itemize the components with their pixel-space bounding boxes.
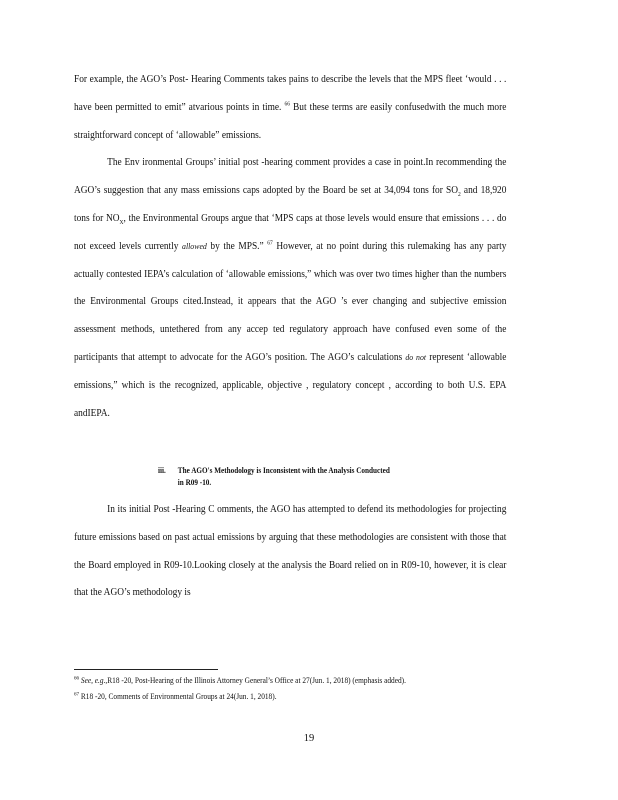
- footnote-text: ,R18 -20, Post-Hearing of the Illinois Attorney General’s Office at 27(Jun. 1, 2018) (emphasis added).: [105, 676, 406, 685]
- body-text: [74, 66, 506, 427]
- paragraph-1: For example, the AGO’s Post- Hearing Comments takes pains to describe the levels that the MPS fleet ‘would . . . have been permitted to emit” atvarious points in time. $^{66}$ But these terms are easily confusedwith the much more straightforward concept of ‘allowable” emissions.: [74, 74, 507, 141]
- paragraph-2: The Env ironmental Groups’ initial post -hearing comment provides a case in point.In recommending the AGO’s suggestion that any mass emissions caps adopted by the Board be set at 34,094 tons for $SO_2$ and 18,920 tons for $NO_X$, the Environmental Groups argue that ‘MPS caps at those levels would ensure that emissions . . . do not exceed levels currently allowed by the MPS.” $^{67}$ However, at no point during this rulemaking has any party actually contested IEPA’s calculation of ‘allowable emissions,” which was over two times higher than the numbers the Environmental Groups cited.Instead, it appears that the AGO ’s ever changing and subjective emission assessment methods, untethered from any accep ted regulatory approach have confused even some of the participants that attempt to advocate for the AGO’s position. The AGO’s calculations do not represent ‘allowable emissions,” which is the recognized, applicable, objective , regulatory concept , according to both U.S. EPA andIEPA.: [74, 157, 507, 419]
- paragraph-3: In its initial Post -Hearing C omments, the AGO has attempted to defend its methodologies for projecting future emissions based on past actual emissions by arguing that these methodologies are consistent with those that the Board employed in R09-10.Looking closely at the analysis the Board relied on in R09-10, however, it is clear that the AGO’s methodology is: [74, 504, 507, 599]
- footnote-text: R18 -20, Comments of Environmental Groups at 24(Jun. 1, 2018).: [80, 692, 277, 701]
- footnotes: [74, 675, 506, 707]
- footnote-ref-67[interactable]: 67: [267, 240, 273, 247]
- footnote-separator: [74, 669, 218, 670]
- footnote-67: [74, 691, 506, 703]
- footnote-mark: 67: [74, 691, 80, 698]
- subscript-2: 2: [458, 192, 461, 199]
- heading-line-2: in R09 -10.: [177, 478, 212, 487]
- section-heading: [158, 465, 500, 489]
- heading-line-1: The AGO's Methodology is Inconsistent with the Analysis Conducted: [177, 466, 390, 475]
- subscript-x: X: [119, 220, 124, 227]
- footnote-ref-66[interactable]: 66: [284, 101, 290, 108]
- footnote-lead: See, e.g.: [80, 676, 106, 685]
- footnote-mark: 66: [74, 675, 80, 682]
- emphasis-allowed: allowed: [182, 240, 207, 251]
- page-number: 19: [303, 733, 315, 744]
- heading-number: iii.: [158, 466, 166, 475]
- emphasis-do-not: do not: [405, 351, 427, 362]
- footnote-66: [74, 675, 506, 687]
